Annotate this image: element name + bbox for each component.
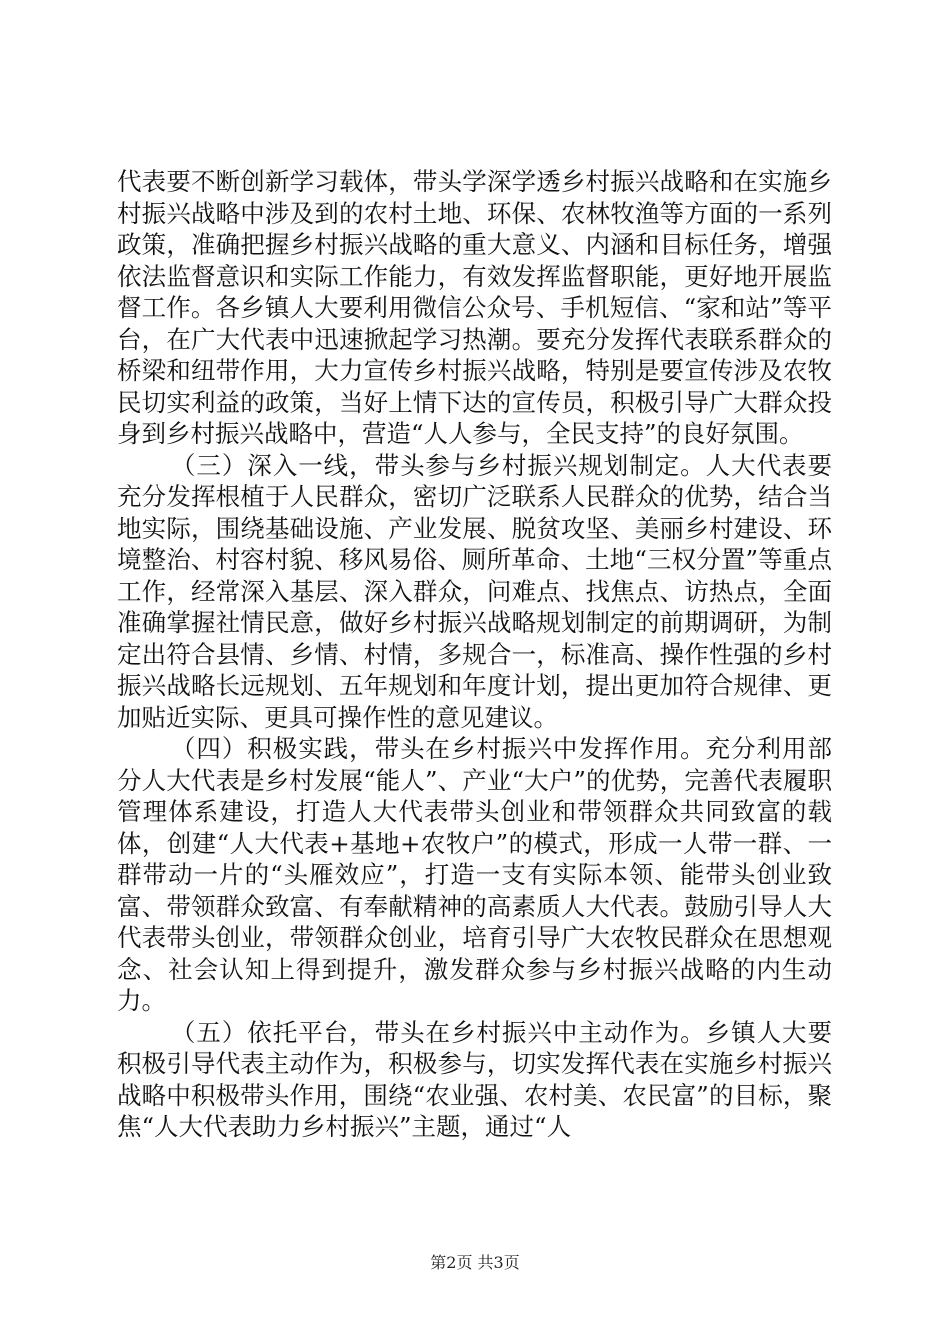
body-text [117, 166, 832, 1143]
paragraph-section-4: （四）积极实践，带头在乡村振兴中发挥作用。充分利用部分人大代表是乡村发展“能人”、产业“大户”的优势，完善代表履职管理体系建设，打造人大代表带头创业和带领群众共同致富的载体，创建“人大代表+基地+农牧户”的模式，形成一人带一群、一群带动一片的“头雁效应”，打造一支有实际本领、能带头创业致富、带领群众致富、有奉献精神的高素质人大代表。鼓励引导人大代表带头创业，带领群众创业，培育引导广大农牧民群众在思想观念、社会认知上得到提升，激发群众参与乡村振兴战略的内生动力。 [117, 734, 832, 1015]
paragraph-section-3: （三）深入一线，带头参与乡村振兴规划制定。人大代表要充分发挥根植于人民群众，密切广泛联系人民群众的优势，结合当地实际，围绕基础设施、产业发展、脱贫攻坚、美丽乡村建设、环境整治、村容村貌、移风易俗、厕所革命、土地“三权分置”等重点工作，经常深入基层、深入群众，问难点、找焦点、访热点，全面准确掌握社情民意，做好乡村振兴战略规划制定的前期调研，为制定出符合县情、乡情、村情，多规合一，标准高、操作性强的乡村振兴战略长远规划、五年规划和年度计划，提出更加符合规律、更加贴近实际、更具可操作性的意见建议。 [117, 450, 832, 732]
page-footer: 第2页 共3页 [430, 1253, 520, 1272]
paragraph-continued: 代表要不断创新学习载体，带头学深学透乡村振兴战略和在实施乡村振兴战略中涉及到的农村土地、环保、农林牧渔等方面的一系列政策，准确把握乡村振兴战略的重大意义、内涵和目标任务，增强依法监督意识和实际工作能力，有效发挥监督职能，更好地开展监督工作。各乡镇人大要利用微信公众号、手机短信、“家和站”等平台，在广大代表中迅速掀起学习热潮。要充分发挥代表联系群众的桥梁和纽带作用，大力宣传乡村振兴战略，特别是要宣传涉及农牧民切实利益的政策，当好上情下达的宣传员，积极引导广大群众投身到乡村振兴战略中，营造“人人参与，全民支持”的良好氛围。 [117, 167, 832, 448]
paragraph-section-5: （五）依托平台，带头在乡村振兴中主动作为。乡镇人大要积极引导代表主动作为，积极参与，切实发挥代表在实施乡村振兴战略中积极带头作用，围绕“农业强、农村美、农民富”的目标，聚焦“人大代表助力乡村振兴”主题，通过“人 [117, 1017, 832, 1141]
